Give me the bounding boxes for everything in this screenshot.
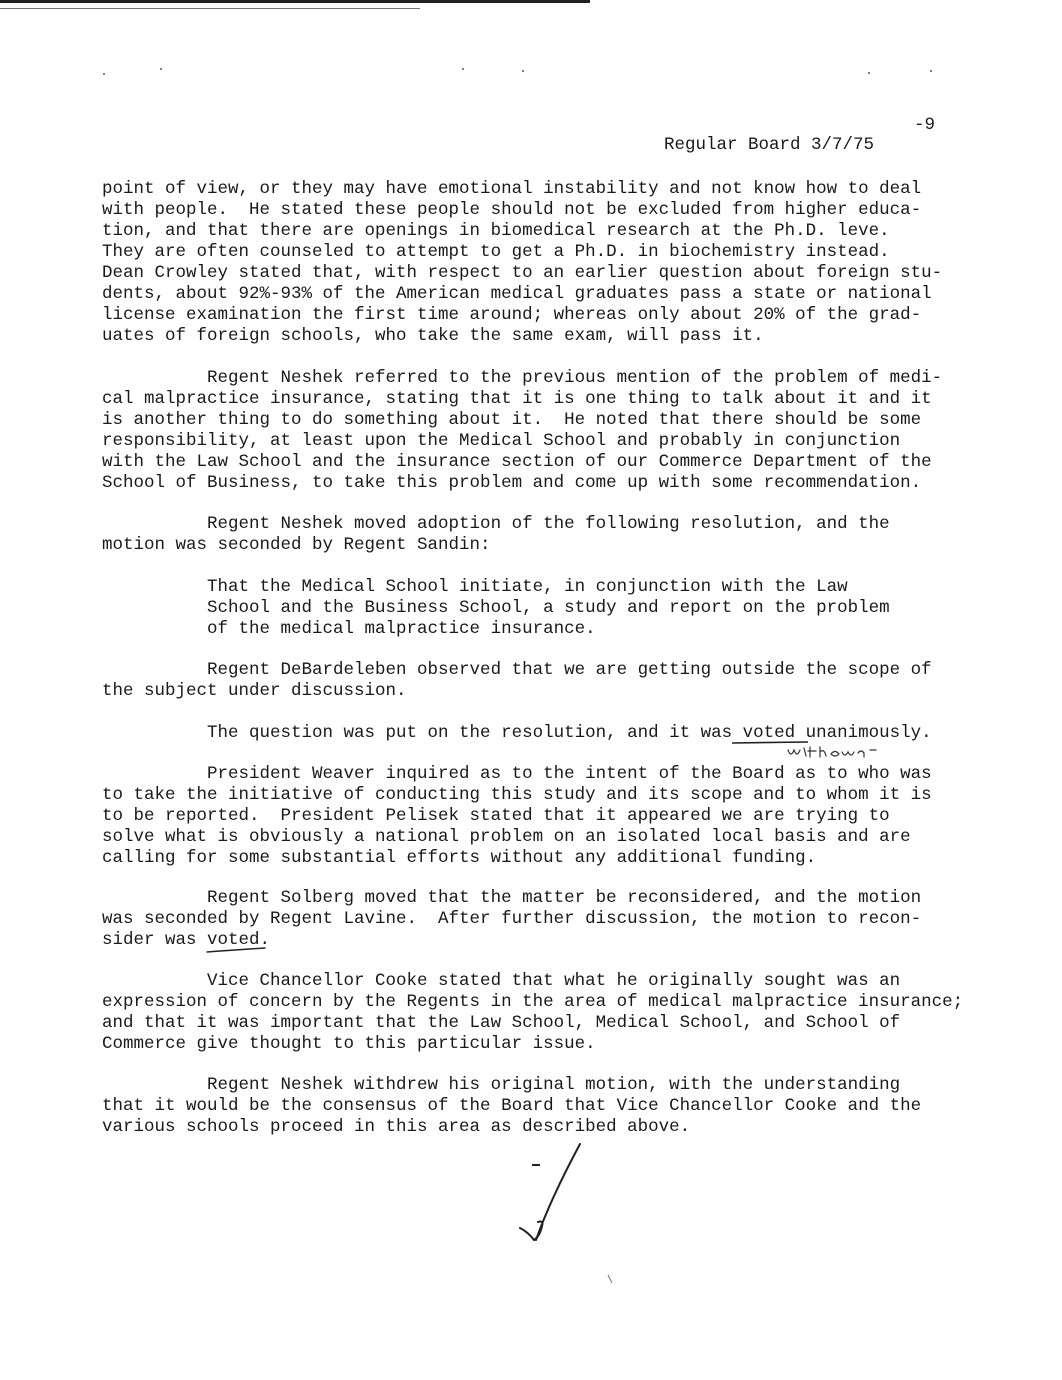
text-line: point of view, or they may have emotional instability and not know how to deal [102,179,922,199]
header-title: Regular Board 3/7/75 [664,135,875,155]
text-line: responsibility, at least upon the Medical School and probably in conjunction [102,431,901,451]
text-line: Vice Chancellor Cooke stated that what he originally sought was an [102,971,901,991]
text-line: and that it was important that the Law School, Medical School, and School of [102,1013,901,1033]
text-line: dents, about 92%-93% of the American medical graduates pass a state or national [102,284,932,304]
scan-speck [160,68,162,70]
text-line: School of Business, to take this problem and come up with some recommendation. [102,473,922,493]
handwritten-check-mark [500,1140,630,1300]
scan-speck [462,68,464,70]
scan-speck [103,73,105,75]
resolution-line: of the medical malpractice insurance. [102,619,596,639]
resolution-line: School and the Business School, a study and report on the problem [102,598,890,618]
top-edge-rule [0,0,590,3]
text-line: Regent Solberg moved that the matter be reconsidered, and the motion [102,888,922,908]
text-line: with the Law School and the insurance section of our Commerce Department of the [102,452,932,472]
text-line: They are often counseled to attempt to get a Ph.D. in biochemistry instead. [102,242,890,262]
text-line: Regent Neshek moved adoption of the following resolution, and the [102,514,890,534]
text-line: Regent Neshek withdrew his original motion, with the understanding [102,1075,901,1095]
scan-speck [868,72,870,74]
text-line: Commerce give thought to this particular issue. [102,1034,596,1054]
text-line: Regent DeBardeleben observed that we are getting outside the scope of [102,660,932,680]
text-line: Dean Crowley stated that, with respect to an earlier question about foreign stu- [102,263,943,283]
resolution-line: That the Medical School initiate, in conjunction with the Law [102,577,848,597]
text-line: with people. He stated these people should not be excluded from higher educa- [102,200,922,220]
scan-speck [930,70,932,72]
header-page-number: -9 [914,115,936,135]
handwritten-annotation [728,738,908,764]
text-line: tion, and that there are openings in biomedical research at the Ph.D. leve. [102,221,890,241]
text-line: solve what is obviously a national problem on an isolated local basis and are [102,827,911,847]
text-line: expression of concern by the Regents in the area of medical malpractice insurance; [102,992,964,1012]
text-line: the subject under discussion. [102,681,407,701]
text-line: Regent Neshek referred to the previous mention of the problem of medi- [102,368,943,388]
text-line: motion was seconded by Regent Sandin: [102,535,491,555]
scan-speck [522,70,524,72]
text-line: license examination the first time around; whereas only about 20% of the grad- [102,305,922,325]
text-line: that it would be the consensus of the Board that Vice Chancellor Cooke and the [102,1096,922,1116]
text-line: President Weaver inquired as to the intent of the Board as to who was [102,764,932,784]
text-line: is another thing to do something about it. He noted that there should be some [102,410,922,430]
handwritten-underline [204,940,274,958]
text-line: various schools proceed in this area as described above. [102,1117,691,1137]
text-line: sider was voted. [102,930,271,950]
text-line: calling for some substantial efforts without any additional funding. [102,848,817,868]
text-line: to take the initiative of conducting this study and its scope and to whom it is [102,785,932,805]
text-line: was seconded by Regent Lavine. After further discussion, the motion to recon- [102,909,922,929]
text-line: The question was put on the resolution, and it was voted unanimously. [102,723,932,743]
top-edge-rule-faint [0,8,420,9]
text-line: uates of foreign schools, who take the same exam, will pass it. [102,326,764,346]
text-line: to be reported. President Pelisek stated that it appeared we are trying to [102,806,890,826]
text-line: cal malpractice insurance, stating that it is one thing to talk about it and it [102,389,932,409]
